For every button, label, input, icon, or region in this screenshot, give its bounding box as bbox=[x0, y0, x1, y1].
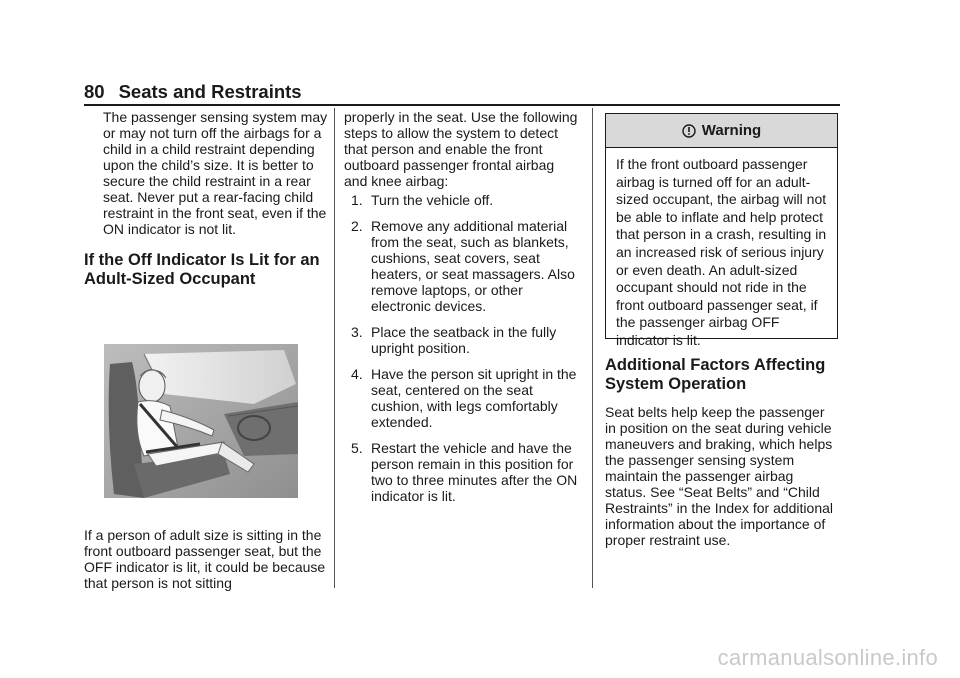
step-number: 2. bbox=[351, 218, 363, 234]
adult-occupant-illustration bbox=[104, 344, 298, 498]
watermark: carmanualsonline.info bbox=[717, 645, 938, 670]
step-item bbox=[344, 192, 580, 208]
column-divider-2 bbox=[592, 108, 593, 588]
heading-line: If the Off Indicator Is Lit for an bbox=[84, 251, 320, 269]
warning-circle-icon bbox=[682, 124, 696, 138]
additional-factors-paragraph: Seat belts help keep the passenger in position on the seat during vehicle maneuvers and braking, which helps the passenger sensing system maintain the passenger airbag status. See “Seat Belts” and “Child Restraints” in the Index for additional information about the importance of proper restraint use. bbox=[605, 404, 834, 548]
step-text: Turn the vehicle off. bbox=[371, 192, 494, 208]
section-title: Seats and Restraints bbox=[118, 81, 302, 102]
step-text: Remove any additional material from the seat, such as blankets, cushions, seat covers, seat heaters, or seat massagers. Also remove laptops, or other electronic devices. bbox=[371, 218, 575, 314]
step-number: 3. bbox=[351, 324, 363, 340]
steps-list bbox=[344, 192, 580, 504]
column-1 bbox=[84, 109, 328, 289]
step-item bbox=[344, 440, 580, 504]
warning-header bbox=[606, 114, 837, 148]
adult-occupant-paragraph: If a person of adult size is sitting in the front outboard passenger seat, but the OFF indicator is lit, it could be because that person is not sitting bbox=[84, 527, 326, 591]
heading-line: Adult-Sized Occupant bbox=[84, 270, 256, 288]
warning-box bbox=[605, 113, 838, 348]
step-item bbox=[344, 324, 580, 356]
steps-intro: properly in the seat. Use the following steps to allow the system to detect that person and enable the front outboard passenger frontal airbag and knee airbag: bbox=[344, 109, 578, 189]
child-restraint-paragraph: The passenger sensing system may or may not turn off the airbags for a child in a child restraint depending upon the child’s size. It is better to secure the child restraint in a rear seat. Never put a rear-facing child restraint in the front seat, even if the ON indicator is not lit. bbox=[103, 109, 328, 237]
off-indicator-heading bbox=[84, 251, 328, 289]
step-item bbox=[344, 218, 580, 314]
step-text: Place the seatback in the fully upright position. bbox=[371, 324, 557, 356]
column-1-lower bbox=[84, 527, 328, 591]
step-text: Have the person sit upright in the seat, centered on the seat cushion, with legs comfortably extended. bbox=[371, 366, 577, 430]
page-header bbox=[84, 80, 840, 104]
header-rule bbox=[84, 104, 840, 106]
warning-text: If the front outboard passenger airbag is turned off for an adult-sized occupant, the airbag will not be able to inflate and help protect that person in a crash, resulting in an increased risk of serious injury or even death. An adult-sized occupant should not ride in the front outboard passenger seat, if the passenger airbag OFF indicator is lit. bbox=[616, 156, 827, 348]
additional-factors-heading: Additional Factors Affecting bbox=[605, 356, 826, 374]
step-number: 1. bbox=[351, 192, 363, 208]
additional-factors-heading: System Operation bbox=[605, 375, 747, 393]
page-number: 80 bbox=[84, 81, 105, 102]
step-number: 5. bbox=[351, 440, 363, 456]
column-2 bbox=[344, 109, 580, 514]
column-divider-1 bbox=[334, 108, 335, 588]
step-number: 4. bbox=[351, 366, 363, 382]
column-3 bbox=[605, 356, 838, 548]
warning-title: Warning bbox=[701, 122, 762, 139]
step-text: Restart the vehicle and have the person remain in this position for two to three minutes after the ON indicator is lit. bbox=[371, 440, 578, 504]
step-item bbox=[344, 366, 580, 430]
